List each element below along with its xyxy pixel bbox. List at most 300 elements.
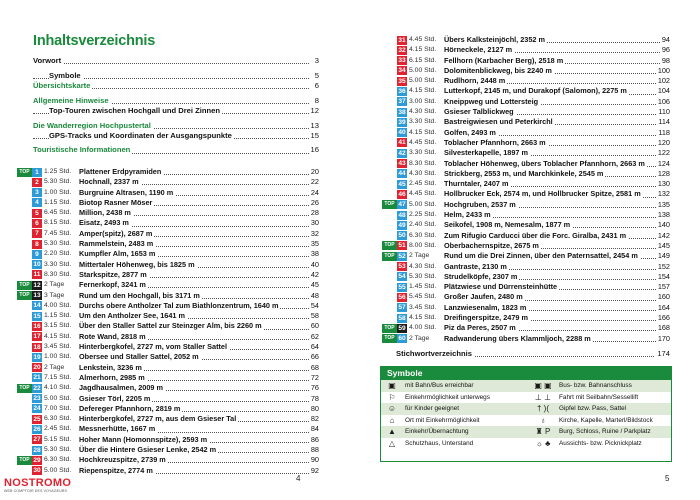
tour-name: Strickberg, 2553 m, und Marchkinkele, 2545 m (444, 168, 604, 178)
tour-name: Toblacher Pfannhorn, 2663 m (444, 137, 546, 147)
symbol-legend-text: Bus- bzw. Bahnanschluss (559, 382, 632, 389)
symbol-legend-row (381, 415, 671, 427)
tour-number-badge: 12 (33, 281, 41, 289)
tour-name: Über den Staller Sattel zur Steinzger Alm, bis 2260 m (79, 321, 262, 331)
tour-entry[interactable] (382, 45, 670, 55)
symbol-legend-text: Schutzhaus, Unterstand (405, 439, 474, 447)
tour-entry[interactable] (17, 208, 319, 218)
tour-page: 166 (657, 313, 670, 323)
tour-page: 24 (310, 187, 319, 197)
tour-name: Riepenspitze, 2774 m (79, 465, 153, 475)
tour-duration: 5.30 Std. (44, 240, 72, 248)
tour-name: Lenkstein, 3236 m (79, 362, 142, 372)
tour-duration: 8.30 Std. (44, 270, 72, 278)
tour-name: Plätzwiese und Dürrensteinhütte (444, 282, 558, 292)
tour-name: Plattener Erdpyramiden (79, 167, 162, 176)
top-tour-badge: TOP (17, 281, 32, 290)
tour-entry[interactable] (17, 332, 319, 342)
tour-duration: 2.20 Std. (44, 250, 72, 258)
symbol-legend-row (381, 392, 671, 404)
tour-name: Um den Antholzer See, 1641 m (79, 311, 185, 321)
tour-name: Thurntaler, 2407 m (444, 179, 509, 189)
shelter-icon: △ (388, 438, 396, 448)
tour-page: 62 (310, 331, 319, 341)
tour-duration: 4.30 Std. (409, 262, 437, 270)
tour-name: Hochnall, 2337 m (79, 177, 139, 187)
page-number-left: 4 (296, 474, 301, 483)
tour-name: Toblacher Höhenweg, übers Toblacher Pfannhorn, 2663 m (444, 158, 645, 168)
tour-entry[interactable] (382, 66, 670, 76)
tour-number-badge: 38 (398, 108, 406, 116)
tour-entry[interactable] (17, 260, 319, 270)
viewpoint-icon: ☼ ♣ (535, 438, 551, 448)
tour-entry[interactable] (382, 323, 670, 333)
tour-page: 78 (310, 393, 319, 403)
tour-duration: 4.45 Std. (409, 138, 437, 146)
tour-entry[interactable] (17, 363, 319, 373)
tour-number-badge: 7 (32, 229, 42, 238)
tour-page: 114 (658, 117, 670, 127)
tour-number-badge: 5 (32, 209, 42, 218)
tour-number-badge: 21 (33, 374, 41, 382)
tour-name: Gsieser Talblickweg (444, 107, 514, 117)
tour-number-badge: 1 (32, 168, 42, 177)
tour-name: Jagdhausalmen, 2009 m (79, 383, 163, 393)
tour-page: 160 (657, 292, 670, 302)
toc-entry[interactable] (33, 81, 319, 91)
toc-entry[interactable] (33, 131, 319, 141)
tour-entry[interactable] (382, 179, 670, 189)
tour-page: 60 (310, 321, 319, 331)
tour-duration: 4.15 Std. (409, 87, 437, 95)
tour-entry[interactable] (17, 455, 319, 465)
tour-duration: 4.15 Std. (44, 332, 72, 340)
tour-entry[interactable] (17, 177, 319, 187)
tour-duration: 4.00 Std. (409, 324, 437, 332)
stichwort-label: Stichwortverzeichnis (396, 349, 472, 358)
toc-entry-label: Übersichtskarte (33, 80, 91, 90)
tour-entry[interactable] (17, 394, 319, 404)
tour-name: Defereger Pfannhorn, 2819 m (79, 403, 181, 413)
toc-entry-page: 3 (314, 56, 319, 65)
tour-duration: 5.45 Std. (409, 293, 437, 301)
tour-page: 68 (310, 362, 319, 372)
tour-entry[interactable] (17, 280, 319, 290)
tour-name: Hinterbergkofel, 2727 m, vom Staller Sattel (79, 342, 228, 352)
leader-dots (33, 63, 309, 64)
tour-duration: 3 Tage (44, 291, 65, 299)
tour-entry[interactable] (17, 239, 319, 249)
tour-duration: 2.45 Std. (44, 425, 72, 433)
tour-name: Fellhorn (Karbacher Berg), 2518 m (444, 55, 564, 65)
symbol-legend-text: Burg, Schloss, Ruine / Parkplatz (559, 428, 651, 435)
toc-entry-label: Vorwort (33, 56, 62, 65)
tour-entry[interactable] (17, 188, 319, 198)
stichwort-page: 174 (657, 349, 670, 358)
tour-page: 28 (310, 208, 319, 218)
tour-page: 130 (657, 179, 670, 189)
tour-duration: 4.45 Std. (409, 190, 437, 198)
tour-number-badge: 14 (33, 302, 41, 310)
tour-entry[interactable] (17, 311, 319, 321)
tour-entry[interactable] (382, 76, 670, 86)
tour-name: Kneippweg und Lottersteig (444, 96, 539, 106)
tour-entry[interactable] (382, 56, 670, 66)
tour-entry[interactable] (17, 342, 319, 352)
tour-page: 30 (310, 218, 319, 228)
tour-number-badge: 32 (398, 46, 406, 54)
tour-duration: 8.15 Std. (44, 219, 72, 227)
top-tour-badge: TOP (17, 456, 32, 465)
tour-page: 100 (657, 65, 670, 75)
toc-entry[interactable] (33, 121, 319, 131)
tour-duration: 5.30 Std. (44, 446, 72, 454)
toc-entry-page: 12 (310, 105, 319, 115)
castle-icon: ♜ P (535, 427, 551, 436)
tour-entry[interactable] (382, 313, 670, 323)
symbol-legend (380, 366, 672, 462)
tour-number-badge: 40 (398, 129, 406, 137)
toc-entry-label: Symbole (49, 70, 81, 80)
tour-duration: 6.45 Std. (44, 209, 72, 217)
bus-stop-icon: ▣ ▣ (534, 381, 552, 390)
tour-duration: 5.00 Std. (409, 77, 437, 85)
tour-entry[interactable] (382, 97, 670, 107)
tour-duration: 3.30 Std. (409, 118, 437, 126)
top-tour-badge: TOP (382, 241, 397, 250)
toc-entry[interactable] (33, 106, 319, 116)
tour-name: Golfen, 2493 m (444, 127, 496, 137)
tour-number-badge: 48 (398, 211, 406, 219)
tour-duration: 7.45 Std. (44, 229, 72, 237)
tour-page: 154 (657, 271, 670, 281)
tour-entry[interactable] (17, 249, 319, 259)
tour-number-badge: 8 (32, 240, 42, 249)
tour-name: Hinterbergkofel, 2727 m, aus dem Gsieser Tal (79, 414, 237, 424)
tour-entry[interactable] (17, 321, 319, 331)
tour-entry[interactable] (382, 148, 670, 158)
tour-number-badge: 42 (398, 149, 406, 157)
toc-entry[interactable] (33, 96, 319, 106)
tour-page: 26 (310, 197, 319, 207)
tour-entry[interactable] (382, 138, 670, 148)
tour-number-badge: 57 (398, 304, 406, 312)
tour-number-badge: 50 (398, 232, 406, 240)
tour-number-badge: 52 (398, 252, 406, 260)
tour-name: Rund um den Hochgall, bis 3171 m (79, 290, 200, 300)
tour-entry[interactable] (382, 107, 670, 117)
tour-number-badge: 6 (32, 219, 42, 228)
tour-duration: 1.15 Std. (44, 198, 72, 206)
toc-entry[interactable] (33, 145, 319, 155)
tour-entry[interactable] (17, 435, 319, 445)
tour-duration: 7.15 Std. (44, 373, 72, 381)
tour-entry[interactable] (382, 282, 670, 292)
tour-page: 152 (657, 261, 670, 271)
tour-number-badge: 30 (33, 467, 41, 475)
tour-page: 94 (661, 35, 670, 44)
tour-entry[interactable] (17, 270, 319, 280)
tour-number-badge: 15 (33, 312, 41, 320)
tour-number-badge: 54 (398, 273, 406, 281)
tour-entry[interactable] (382, 189, 670, 199)
tour-entry[interactable] (17, 414, 319, 424)
tour-duration: 4.30 Std. (409, 108, 437, 116)
tour-entry[interactable] (382, 210, 670, 220)
tour-name: Hochkreuzspitze, 2739 m (79, 455, 166, 465)
tour-duration: 5.15 Std. (44, 435, 72, 443)
tour-entry[interactable] (17, 352, 319, 362)
walker-icon: ⚐ (388, 392, 396, 402)
tour-duration: 6.30 Std. (44, 415, 72, 423)
tour-entry[interactable] (382, 159, 670, 169)
tour-name: Kumpfler Alm, 1653 m (79, 249, 156, 259)
tour-duration: 4.15 Std. (409, 46, 437, 54)
tour-name: Gsieser Törl, 2205 m (79, 393, 151, 403)
tour-number-badge: 16 (33, 322, 41, 330)
tour-entry[interactable] (17, 301, 319, 311)
tour-number-badge: 47 (398, 201, 406, 209)
toc-entry-label: Touristische Informationen (33, 145, 131, 155)
tour-duration: 3.45 Std. (409, 303, 437, 311)
tour-duration: 2 Tage (44, 363, 65, 371)
tour-name: Rote Wand, 2818 m (79, 331, 146, 341)
tour-duration: 2.40 Std. (409, 221, 437, 229)
tour-number-badge: 56 (398, 293, 406, 301)
tour-name: Almerhorn, 2985 m (79, 372, 145, 382)
tour-page: 140 (657, 220, 670, 230)
tour-number-badge: 39 (398, 118, 406, 126)
tour-entry[interactable] (17, 445, 319, 455)
tour-page: 164 (657, 302, 670, 312)
tour-entry[interactable] (382, 117, 670, 127)
tour-entry[interactable] (382, 86, 670, 96)
tour-page: 90 (310, 455, 319, 465)
top-tour-badge: TOP (17, 384, 32, 393)
tour-name: Dreifingerspitze, 2479 m (444, 313, 528, 323)
tour-duration: 1.00 Std. (44, 188, 72, 196)
tour-entry[interactable] (382, 220, 670, 230)
front-matter-toc (33, 56, 319, 156)
tour-duration: 6.30 Std. (44, 456, 72, 464)
tour-duration: 3.30 Std. (409, 149, 437, 157)
tour-page: 22 (310, 177, 319, 187)
stichwort-entry[interactable] (396, 349, 670, 359)
tour-duration: 3.30 Std. (44, 260, 72, 268)
tour-number-badge: 17 (33, 333, 41, 341)
symbol-legend-text: Fahrt mit Seilbahn/Sessellift (559, 393, 639, 401)
tour-page: 45 (310, 280, 319, 290)
tour-duration: 1.00 Std. (44, 353, 72, 361)
toc-entry-label: Allgemeine Hinweise (33, 95, 109, 105)
tour-entry[interactable] (17, 404, 319, 414)
tour-number-badge: 13 (33, 292, 41, 300)
tour-list-left (17, 167, 319, 476)
tour-number-badge: 26 (33, 425, 41, 433)
tour-duration: 5.00 Std. (44, 466, 72, 474)
tour-name: Strudelköpfe, 2307 m (444, 271, 518, 281)
tour-entry[interactable] (382, 262, 670, 272)
tour-number-badge: 4 (32, 198, 42, 207)
tour-duration: 5.00 Std. (44, 394, 72, 402)
tour-entry[interactable] (17, 424, 319, 434)
logo-sub-text: WEB COMPTOIR DES VOYAGEURS (4, 489, 67, 493)
top-tour-badge: TOP (382, 334, 397, 343)
child-icon: ☺ (387, 404, 397, 413)
tour-page: 120 (657, 137, 670, 147)
tour-duration: 5.00 Std. (409, 66, 437, 74)
bus-icon: ▣ (388, 381, 396, 390)
tour-entry[interactable] (382, 241, 670, 251)
tour-entry[interactable] (382, 200, 670, 210)
tour-duration: 4.30 Std. (409, 169, 437, 177)
tour-number-badge: 59 (398, 324, 406, 332)
tour-page: 86 (310, 434, 319, 444)
tour-duration: 5.30 Std. (44, 178, 72, 186)
tour-entry[interactable] (382, 128, 670, 138)
toc-entry-label: Top-Touren zwischen Hochgall und Drei Zinnen (49, 105, 220, 115)
symbol-legend-text: Einkehr/Übernachtung (405, 428, 469, 435)
tour-duration: 6.15 Std. (409, 56, 437, 64)
toc-entry-page: 16 (310, 145, 319, 155)
tour-page: 106 (657, 96, 670, 106)
tour-number-badge: 55 (398, 283, 406, 291)
toc-entry-page: 6 (314, 80, 319, 90)
tour-page: 128 (657, 168, 670, 178)
tour-number-badge: 58 (398, 314, 406, 322)
page-number-right: 5 (665, 474, 670, 483)
tour-number-badge: 24 (33, 405, 41, 413)
village-icon: ⌂ (389, 415, 395, 425)
top-tour-badge: TOP (382, 324, 397, 333)
tour-page: 138 (657, 210, 670, 220)
toc-entry-page: 8 (314, 95, 319, 105)
tour-entry[interactable] (382, 303, 670, 313)
tour-page: 124 (657, 158, 670, 168)
tour-entry[interactable] (382, 334, 670, 344)
tour-duration: 2.25 Std. (409, 211, 437, 219)
tour-duration: 4.00 Std. (44, 301, 72, 309)
hut-icon: ▲ (388, 427, 396, 436)
tour-name: Million, 2438 m (79, 208, 131, 218)
tour-entry[interactable] (382, 169, 670, 179)
tour-number-badge: 37 (398, 98, 406, 106)
top-tour-badge: TOP (17, 291, 32, 300)
tour-number-badge: 9 (32, 250, 42, 259)
tour-page: 98 (661, 55, 670, 65)
tour-entry[interactable] (17, 167, 319, 177)
tour-number-badge: 23 (33, 395, 41, 403)
tour-entry[interactable] (17, 466, 319, 476)
tour-duration: 7.00 Std. (44, 404, 72, 412)
symbol-legend-heading: Symbole (381, 367, 671, 380)
tour-entry[interactable] (17, 383, 319, 393)
tour-page: 48 (310, 290, 319, 300)
tour-number-badge: 18 (33, 343, 41, 351)
tour-number-badge: 10 (33, 261, 41, 269)
tour-name: Zum Rifugio Carducci über die Forc. Giralba, 2431 m (444, 230, 627, 240)
tour-number-badge: 43 (398, 160, 406, 168)
tour-page: 110 (658, 107, 670, 117)
tour-page: 38 (310, 249, 319, 259)
tour-duration: 2 Tage (409, 334, 430, 342)
tour-entry[interactable] (382, 231, 670, 241)
tour-entry[interactable] (17, 218, 319, 228)
symbol-legend-text: Gipfel bzw. Pass, Sattel (559, 405, 627, 412)
tour-number-badge: 29 (33, 456, 41, 464)
watermark-logo (4, 478, 84, 496)
tour-entry[interactable] (382, 251, 670, 261)
tour-number-badge: 41 (398, 139, 406, 147)
tour-name: Hoher Mann (Homonnspitze), 2593 m (79, 434, 208, 444)
tour-page: 168 (657, 323, 670, 333)
tour-entry[interactable] (17, 373, 319, 383)
symbol-legend-text: mit Bahn/Bus erreichbar (405, 382, 474, 389)
tour-number-badge: 51 (398, 242, 406, 250)
tour-duration: 3.15 Std. (44, 322, 72, 330)
tour-name: Helm, 2433 m (444, 210, 491, 220)
tour-name: Gantraste, 2130 m (444, 261, 507, 271)
tour-page: 132 (657, 189, 670, 199)
tour-page: 58 (310, 311, 319, 321)
tour-entry[interactable] (17, 198, 319, 208)
tour-duration: 5.00 Std. (409, 200, 437, 208)
toc-entry-label: GPS-Tracks und Koordinaten der Ausgangspunkte (49, 130, 232, 140)
top-tour-badge: TOP (17, 168, 32, 177)
tour-page: 76 (310, 383, 319, 393)
tour-duration: 2 Tage (44, 281, 65, 289)
tour-name: Biotop Rasner Möser (79, 197, 153, 207)
tour-duration: 8.30 Std. (409, 159, 437, 167)
tour-duration: 1.25 Std. (44, 168, 72, 175)
tour-duration: 2.45 Std. (409, 180, 437, 188)
tour-name: Eisatz, 2493 m (79, 218, 129, 228)
tour-number-badge: 36 (398, 87, 406, 95)
tour-page: 149 (657, 251, 670, 261)
tour-number-badge: 60 (398, 335, 406, 343)
tour-page: 135 (657, 199, 670, 209)
tour-number-badge: 25 (33, 415, 41, 423)
tour-page: 80 (310, 403, 319, 413)
tour-page: 40 (310, 259, 319, 269)
logo-main-text: NOSTROMO (4, 477, 72, 489)
tour-number-badge: 33 (398, 57, 406, 65)
tour-entry[interactable] (17, 229, 319, 239)
tour-duration: 4.45 Std. (409, 36, 437, 43)
symbol-legend-text: Ort mit Einkehrmöglichkeit (405, 416, 480, 424)
tour-page: 118 (658, 127, 670, 137)
tour-entry[interactable] (382, 272, 670, 282)
tour-duration: 8.00 Std. (409, 241, 437, 249)
tour-number-badge: 2 (32, 178, 42, 187)
toc-entry[interactable] (33, 56, 319, 66)
tour-entry[interactable] (382, 292, 670, 302)
tour-page: 122 (657, 148, 670, 158)
symbol-legend-grid (381, 380, 671, 449)
toc-entry[interactable] (33, 71, 319, 81)
tour-name: Großer Jaufen, 2480 m (444, 292, 523, 302)
tour-entry[interactable] (382, 35, 670, 45)
tour-duration: 1.15 Std. (44, 312, 72, 320)
tour-name: Silvesterkapelle, 1897 m (444, 148, 528, 158)
symbol-legend-row (381, 403, 671, 415)
tour-name: Obersee und Staller Sattel, 2052 m (79, 352, 199, 362)
tour-page: 54 (310, 300, 319, 310)
top-tour-badge: TOP (382, 252, 397, 261)
symbol-legend-row (381, 380, 671, 392)
tour-entry[interactable] (17, 291, 319, 301)
tour-page: 66 (310, 352, 319, 362)
